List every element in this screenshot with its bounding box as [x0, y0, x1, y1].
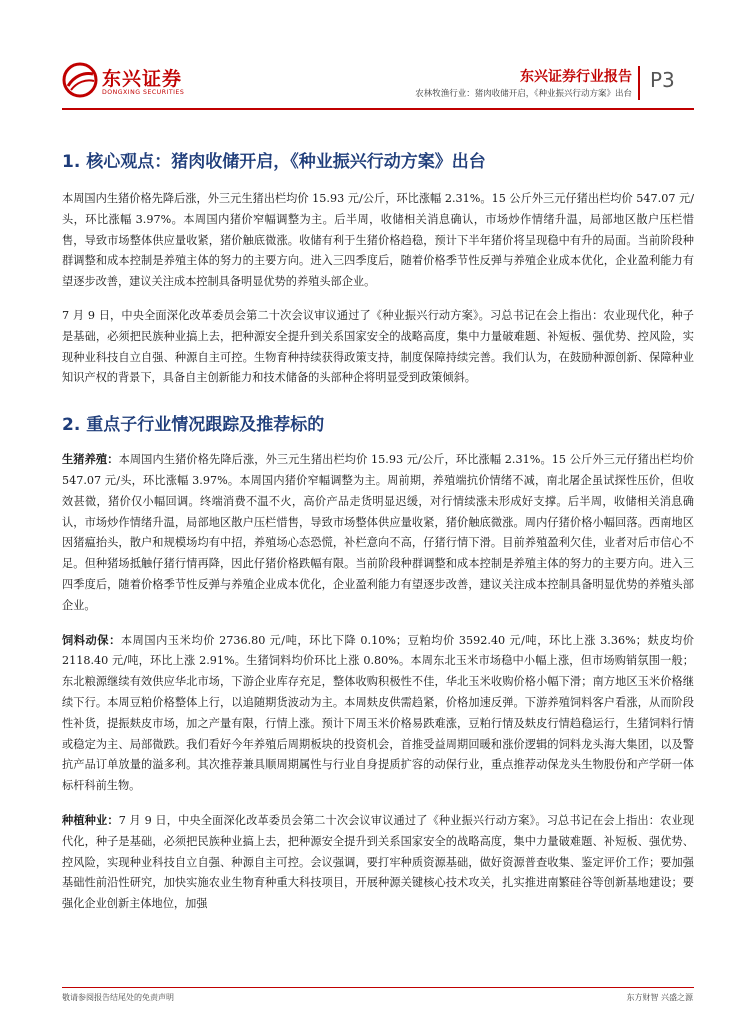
hog-farming-text: 本周国内生猪价格先降后涨，外三元生猪出栏均价 15.93 元/公斤，环比涨幅 2.31%。15 公斤外三元仔猪出栏均价 547.07 元/头，环比涨幅 3.97%。本周国内猪价窄幅调整为主。周前期，养殖端抗价情绪不减，南北屠企虽试探性压价，但收效甚微，猪价仅小幅回调。终端消费不温不火，高价产品走货明显迟缓，对行情续涨未形成好支撑。后半周，收储相关消息确认，市场炒作情绪升温，局部地区散户压栏惜售，导致市场整体供应量收紧，猪价触底微涨。周内仔猪价格小幅回落。西南地区因猪瘟抬头，散户和规模场均有中招，养殖场心态恐慌，补栏意向不高，仔猪行情下滑。目前养殖盈利欠佳，业者对后市信心不足。但种猪场抵触仔猪行情再降，因此仔猪价格跌幅有限。当前阶段种群调整和成本控制是养殖主体的努力的主要方向。进入三四季度后，随着价格季节性反弹与养殖企业成本优化，企业盈利能力有望逐步改善，建议关注成本控制具备明显优势的养殖头部企业。 — [62, 453, 694, 612]
feed-animal-health-paragraph — [62, 630, 694, 797]
core-views-paragraph-2: 7 月 9 日，中央全面深化改革委员会第二十次会议审议通过了《种业振兴行动方案》。习总书记在会上指出：农业现代化，种子是基础，必须把民族种业搞上去，把种源安全提升到关系国家安全的战略高度，集中力量破难题、补短板、强优势、控风险，实现种业科技自立自强、种源自主可控。生物育种持续获得政策支持，制度保障持续完善。我们认为，在鼓励种源创新、保障种业知识产权的背景下，具备自主创新能力和技术储备的头部种企将明显受到政策倾斜。 — [62, 308, 694, 385]
report-title: 东兴证券行业报告 — [520, 69, 632, 85]
company-logo — [62, 62, 192, 106]
logo-english-name: DONGXING SECURITIES — [102, 89, 185, 96]
feed-animal-health-lead: 饲料动保： — [62, 632, 121, 647]
footer-rule — [62, 987, 694, 988]
core-views-paragraph-1: 本周国内生猪价格先降后涨，外三元生猪出栏均价 15.93 元/公斤，环比涨幅 2.31%。15 公斤外三元仔猪出栏均价 547.07 元/头，环比涨幅 3.97%。本周国内猪价窄幅调整为主。后半周，收储相关消息确认，市场炒作情绪升温，局部地区散户压栏惜售，导致市场整体供应量收紧，猪价触底微涨。收储有利于生猪价格趋稳，预计下半年猪价将呈现稳中有升的局面。当前阶段种群调整和成本控制是养殖主体的努力的主要方向。进入三四季度后，随着价格季节性反弹与养殖企业成本优化，企业盈利能力有望逐步改善，建议关注成本控制具备明显优势的养殖头部企业。 — [62, 192, 694, 289]
feed-animal-health-text: 本周国内玉米均价 2736.80 元/吨，环比下降 0.10%；豆粕均价 3592.40 元/吨，环比上涨 3.36%；麸皮均价 2118.40 元/吨，环比上涨 2.91%。生猪饲料均价环比上涨 0.80%。本周东北玉米市场稳中小幅上涨，但市场购销氛围一般；东北粮源继续有效供应华北市场，下游企业库存充足，整体收购积极性不佳，华北玉米收购价格小幅下滑；南方地区玉米价格继续下行。本周豆粕价格整体上行，以追随期货波动为主。本周麸皮供需趋紧，价格加速反弹。下游养殖饲料客户看涨，从而阶段性补货，提振麸皮市场，加之产量有限，行情上涨。预计下周玉米价格易跌难涨，豆粕行情及麸皮行情趋稳运行，生猪饲料行情或稳定为主、局部微跌。我们看好今年养殖后周期板块的投资机会，首推受益周期回暖和涨价逻辑的饲料龙头海大集团，以及警抗产品订单放量的溢多利。其次推荐兼具顺周期属性与行业自身提质扩容的动保行业，重点推荐动保龙头生物股份和产学研一体标杆科前生物。 — [62, 633, 694, 793]
header-rule — [62, 108, 694, 110]
page-number: P3 — [650, 68, 675, 92]
footer-slogan: 东方财智 兴盛之源 — [626, 993, 693, 1002]
page-header — [0, 0, 755, 120]
logo-emblem-icon — [62, 62, 98, 98]
report-subtitle: 农林牧渔行业：猪肉收储开启，《种业振兴行动方案》出台 — [415, 89, 632, 99]
section-heading-core-views: 1. 核心观点：猪肉收储开启，《种业振兴行动方案》出台 — [62, 152, 486, 172]
planting-seed-lead: 种植种业： — [62, 812, 119, 827]
hog-farming-lead: 生猪养殖： — [62, 452, 119, 467]
footer-disclaimer: 敬请参阅报告结尾处的免责声明 — [62, 993, 174, 1002]
section-heading-subsector-tracking: 2. 重点子行业情况跟踪及推荐标的 — [62, 415, 325, 436]
planting-seed-paragraph — [62, 810, 694, 915]
header-divider — [638, 66, 640, 100]
hog-farming-paragraph — [62, 449, 694, 616]
document-body — [62, 130, 694, 928]
logo-chinese-name: 东兴证券 — [102, 68, 183, 90]
planting-seed-text: 7 月 9 日，中央全面深化改革委员会第二十次会议审议通过了《种业振兴行动方案》。习总书记在会上指出：农业现代化，种子是基础，必须把民族种业搞上去，把种源安全提升到关系国家安全的战略高度，集中力量破难题、补短板、强优势、控风险，实现种业科技自立自强、种源自主可控。会议强调，要打牢种质资源基础，做好资源普查收集、鉴定评价工作；要加强基础性前沿性研究，加快实施农业生物育种重大科技项目，开展种源关键核心技术攻关，扎实推进南繁硅谷等创新基地建设；要强化企业创新主体地位，加强 — [62, 813, 694, 911]
